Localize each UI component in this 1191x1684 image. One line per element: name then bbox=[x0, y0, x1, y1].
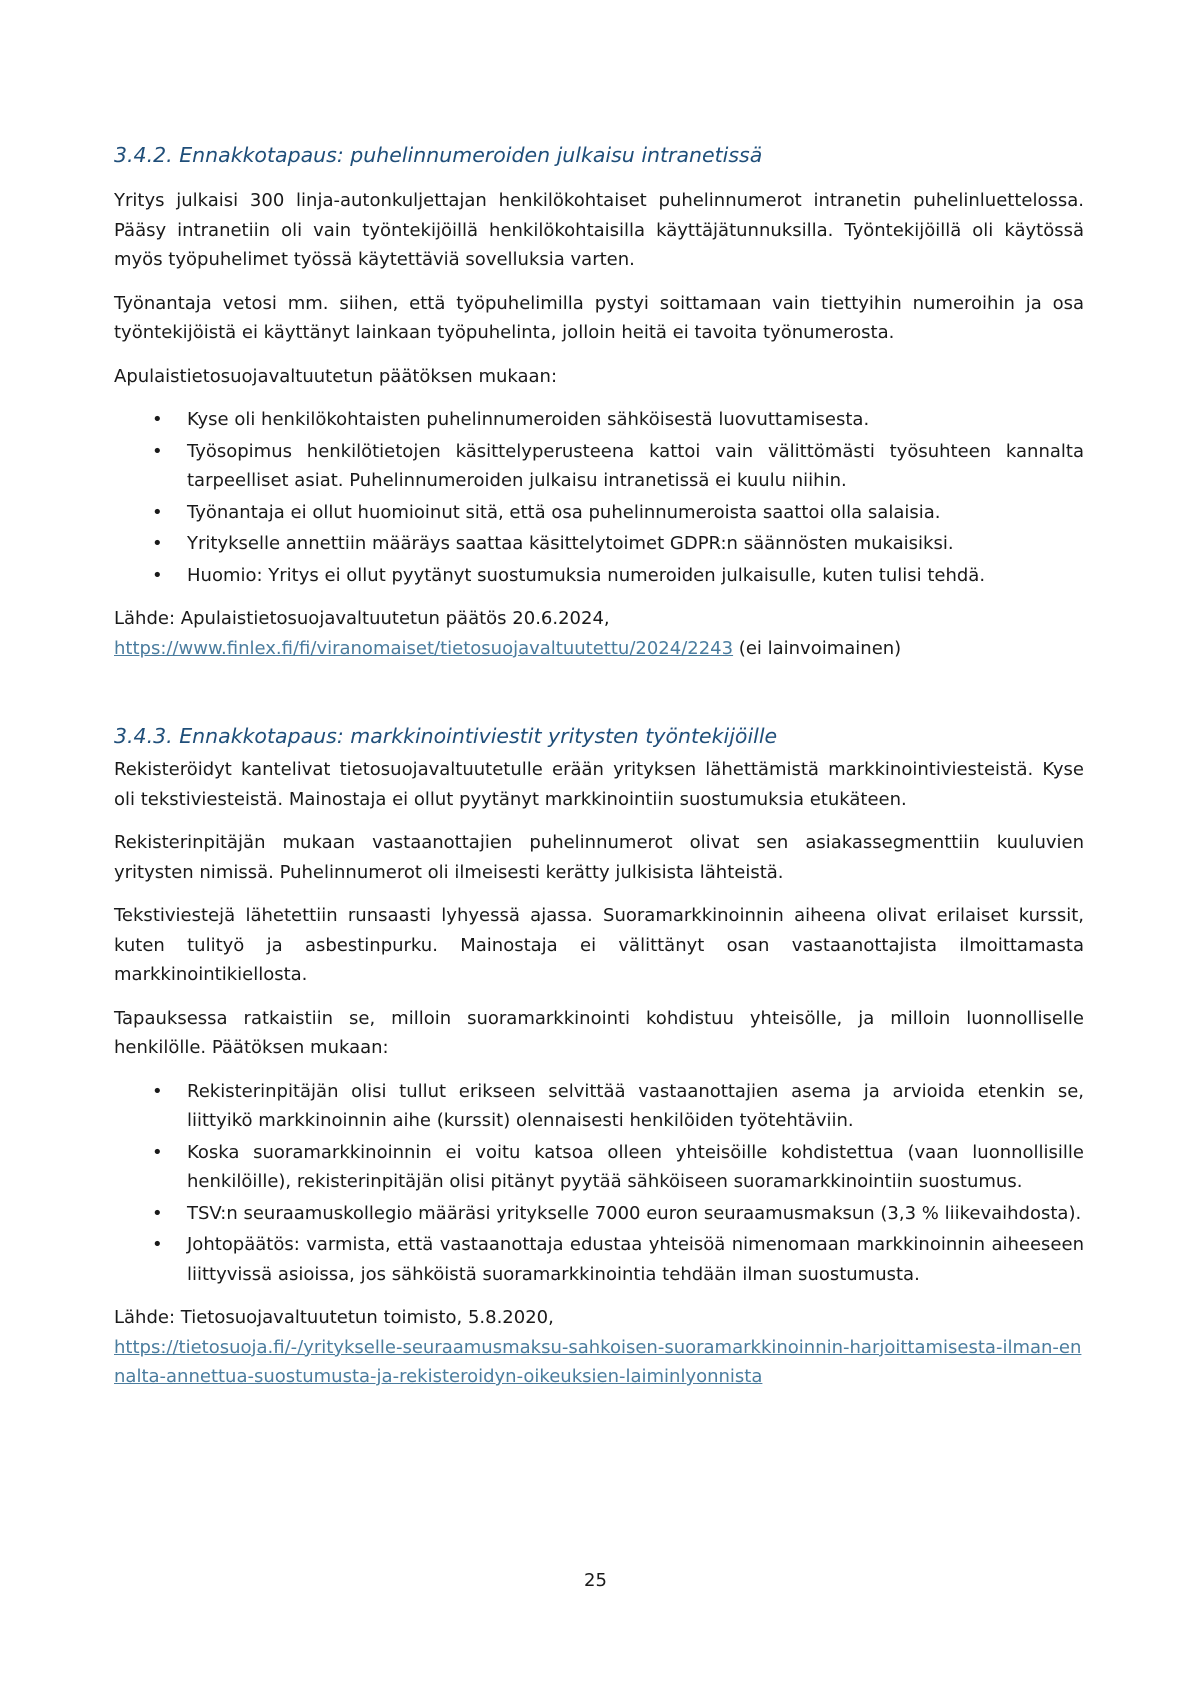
paragraph: Apulaistietosuojavaltuutetun päätöksen mukaan: bbox=[114, 365, 558, 387]
list-item: • Työsopimus henkilötietojen käsittelyperusteena kattoi vain välittömästi työsuhteen kannalta tarpeelliset asiat. Puhelinnumeroiden julkaisu intranetissä ei kuulu niihin. bbox=[114, 437, 1084, 496]
section-heading-3-4-3: 3.4.3. Ennakkotapaus: markkinointiviestit yritysten työntekijöille bbox=[114, 724, 778, 748]
bullet-icon: • bbox=[152, 1080, 163, 1102]
paragraph: Työnantaja vetosi mm. siihen, että työpuhelimilla pystyi soittamaan vain tiettyihin numeroihin ja osa työntekijöistä ei käyttänyt lainkaan työpuhelinta, jolloin heitä ei tavoita työnumerosta. bbox=[114, 292, 1084, 343]
bullet-icon: • bbox=[152, 533, 163, 554]
paragraph: Rekisterinpitäjän mukaan vastaanottajien puhelinnumerot olivat sen asiakassegmenttiin kuuluvien yritysten nimissä. Puhelinnumerot oli ilmeisesti kerätty julkisista lähteistä. bbox=[114, 832, 1084, 883]
list-item: • TSV:n seuraamuskollegio määräsi yritykselle 7000 euron seuraamusmaksun (3,3 % liikevaihdosta). bbox=[114, 1199, 1084, 1229]
bullet-icon: • bbox=[152, 409, 163, 430]
page-number: 25 bbox=[584, 1570, 607, 1591]
bullet-icon: • bbox=[152, 440, 163, 462]
paragraph: Rekisteröidyt kantelivat tietosuojavaltuutetulle erään yrityksen lähettämistä markkinointiviesteistä. Kyse oli tekstiviesteistä. Mainostaja ei ollut pyytänyt markkinointiin suostumuksia etukäteen. bbox=[114, 759, 1084, 810]
paragraph: Tapauksessa ratkaistiin se, milloin suoramarkkinointi kohdistuu yhteisölle, ja milloin luonnolliselle henkilölle. Päätöksen mukaan: bbox=[114, 1007, 1084, 1058]
section-heading-3-4-2: 3.4.2. Ennakkotapaus: puhelinnumeroiden julkaisu intranetissä bbox=[114, 143, 763, 167]
bullet-icon: • bbox=[152, 501, 163, 523]
bullet-list bbox=[114, 405, 1084, 590]
source-citation: Lähde: Apulaistietosuojavaltuutetun päätös 20.6.2024, https://www.finlex.fi/fi/viranomaiset/tietosuojavaltuutettu/2024/2243 (ei lainvoimainen) bbox=[114, 608, 902, 659]
list-item: • Rekisterinpitäjän olisi tullut erikseen selvittää vastaanottajien asema ja arvioida etenkin se, liittyikö markkinoinnin aihe (kurssit) olennaisesti henkilöiden työtehtäviin. bbox=[114, 1077, 1084, 1136]
list-item: • Johtopäätös: varmista, että vastaanottaja edustaa yhteisöä nimenomaan markkinoinnin aiheeseen liittyvissä asioissa, jos sähköistä suoramarkkinointia tehdään ilman suostumusta. bbox=[114, 1230, 1084, 1289]
paragraph: Tekstiviestejä lähetettiin runsaasti lyhyessä ajassa. Suoramarkkinoinnin aiheena olivat erilaiset kurssit, kuten tulityö ja asbestinpurku. Mainostaja ei välittänyt osan vastaanottajista ilmoittamasta markkinointikiellosta. bbox=[114, 905, 1084, 985]
bullet-list bbox=[114, 1077, 1084, 1290]
source-link[interactable]: https://www.finlex.fi/fi/viranomaiset/tietosuojavaltuutettu/2024/2243 bbox=[114, 637, 734, 659]
list-item: • Työnantaja ei ollut huomioinut sitä, että osa puhelinnumeroista saattoi olla salaisia. bbox=[114, 498, 1084, 528]
list-item: • Kyse oli henkilökohtaisten puhelinnumeroiden sähköisestä luovuttamisesta. bbox=[114, 405, 1084, 435]
paragraph: Yritys julkaisi 300 linja-autonkuljettajan henkilökohtaiset puhelinnumerot intranetin puhelinluettelossa. Pääsy intranetiin oli vain työntekijöillä henkilökohtaisilla käyttäjätunnuksilla. Työntekijöillä oli käytössä myös työpuhelimet työssä käytettäviä sovelluksia varten. bbox=[114, 190, 1084, 270]
document-page bbox=[114, 140, 1084, 1406]
source-link[interactable]: https://tietosuoja.fi/-/yritykselle-seuraamusmaksu-sahkoisen-suoramarkkinoinnin-harjoittamisesta-ilman-ennalta-annettua-suostumusta-ja-rekisteroidyn-oikeuksien-laiminlyonnista bbox=[114, 1336, 1082, 1387]
bullet-icon: • bbox=[152, 1141, 163, 1163]
list-item: • Yritykselle annettiin määräys saattaa käsittelytoimet GDPR:n säännösten mukaisiksi. bbox=[114, 529, 1084, 559]
bullet-icon: • bbox=[152, 1202, 163, 1224]
bullet-icon: • bbox=[152, 1234, 163, 1255]
list-item: • Koska suoramarkkinoinnin ei voitu katsoa olleen yhteisöille kohdistettua (vaan luonnollisille henkilöille), rekisterinpitäjän olisi pitänyt pyytää sähköiseen suoramarkkinointiin suostumus. bbox=[114, 1138, 1084, 1197]
bullet-icon: • bbox=[152, 564, 163, 586]
source-citation: Lähde: Tietosuojavaltuutetun toimisto, 5.8.2020, https://tietosuoja.fi/-/yritykselle-seuraamusmaksu-sahkoisen-suoramarkkinoinnin-harjoittamisesta-ilman-ennalta-annettua-suostumusta-ja-rekisteroidyn-oikeuksien-laiminlyonnista bbox=[114, 1307, 1082, 1387]
section-spacer bbox=[114, 677, 1084, 721]
list-item: • Huomio: Yritys ei ollut pyytänyt suostumuksia numeroiden julkaisulle, kuten tulisi tehdä. bbox=[114, 561, 1084, 591]
